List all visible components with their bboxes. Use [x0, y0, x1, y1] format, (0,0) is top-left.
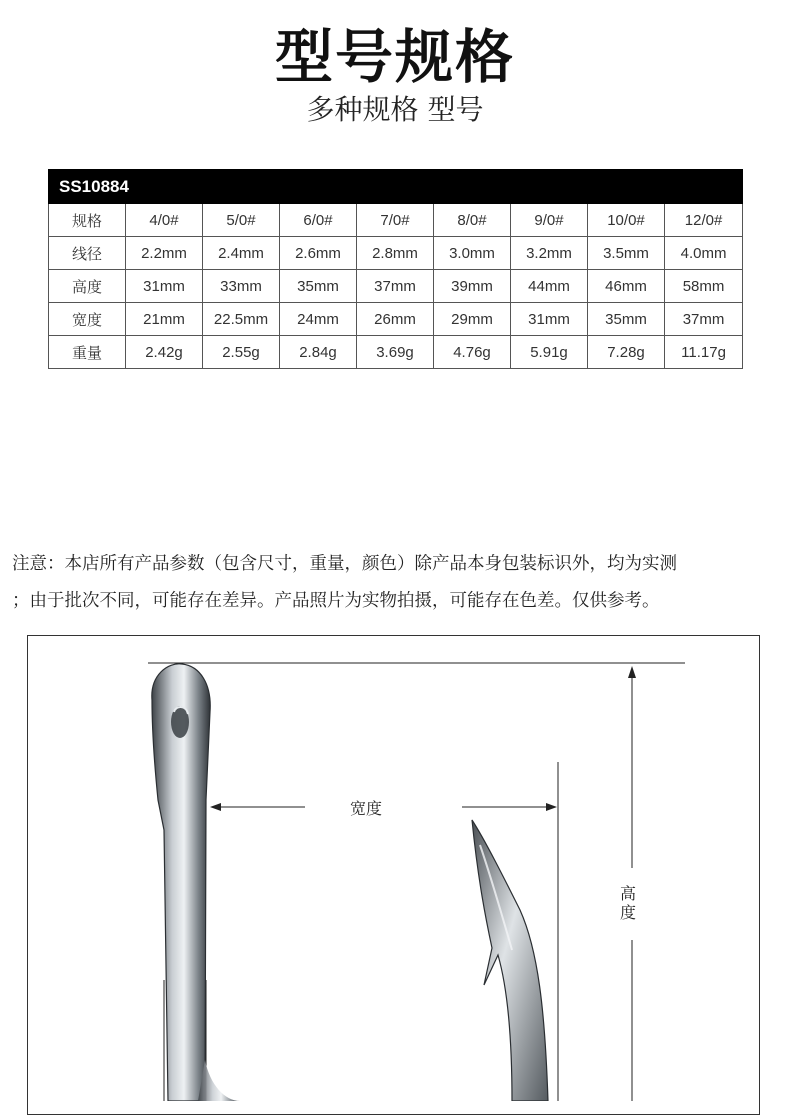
spec-cell: 10/0#	[588, 204, 665, 237]
spec-cell: 31mm	[126, 270, 203, 303]
spec-row-label: 高度	[49, 270, 126, 303]
spec-cell: 2.8mm	[357, 237, 434, 270]
page-title: 型号规格	[274, 23, 515, 91]
spec-cell: 6/0#	[280, 204, 357, 237]
spec-cell: 2.42g	[126, 336, 203, 369]
spec-cell: 11.17g	[665, 336, 743, 369]
height-arrow-head	[628, 666, 636, 678]
spec-cell: 5.91g	[511, 336, 588, 369]
spec-row-label: 规格	[49, 204, 126, 237]
notice-line-2: ；由于批次不同，可能存在差异。产品照片为实物拍摄，可能存在色差。仅供参考。	[12, 591, 660, 611]
width-arrow-right	[546, 803, 557, 811]
spec-cell: 35mm	[588, 303, 665, 336]
spec-cell: 3.5mm	[588, 237, 665, 270]
width-arrow-left	[210, 803, 221, 811]
spec-cell: 46mm	[588, 270, 665, 303]
spec-row-label: 宽度	[49, 303, 126, 336]
width-label: 宽度	[350, 796, 382, 819]
spec-cell: 33mm	[203, 270, 280, 303]
spec-cell: 37mm	[357, 270, 434, 303]
spec-cell: 58mm	[665, 270, 743, 303]
spec-cell: 31mm	[511, 303, 588, 336]
spec-row-label: 重量	[49, 336, 126, 369]
spec-cell: 5/0#	[203, 204, 280, 237]
spec-cell: 3.2mm	[511, 237, 588, 270]
spec-cell: 7/0#	[357, 204, 434, 237]
spec-cell: 24mm	[280, 303, 357, 336]
height-label-char-1: 高	[619, 884, 636, 903]
notice-line-1: 注意：本店所有产品参数（包含尺寸，重量，颜色）除产品本身包装标识外，均为实测	[12, 554, 677, 574]
page-subtitle: 多种规格 型号	[306, 93, 484, 126]
model-number-header: SS10884	[49, 170, 743, 204]
spec-cell: 4.0mm	[665, 237, 743, 270]
spec-cell: 29mm	[434, 303, 511, 336]
spec-cell: 26mm	[357, 303, 434, 336]
hook-image	[152, 664, 548, 1101]
height-label	[618, 884, 638, 922]
spec-cell: 8/0#	[434, 204, 511, 237]
spec-cell: 44mm	[511, 270, 588, 303]
spec-cell: 12/0#	[665, 204, 743, 237]
spec-row-label: 线径	[49, 237, 126, 270]
height-label-char-2: 度	[619, 903, 636, 922]
spec-cell: 4.76g	[434, 336, 511, 369]
spec-cell: 21mm	[126, 303, 203, 336]
spec-cell: 2.55g	[203, 336, 280, 369]
spec-cell: 3.69g	[357, 336, 434, 369]
spec-cell: 9/0#	[511, 204, 588, 237]
spec-cell: 39mm	[434, 270, 511, 303]
spec-cell: 4/0#	[126, 204, 203, 237]
spec-cell: 35mm	[280, 270, 357, 303]
spec-cell: 22.5mm	[203, 303, 280, 336]
spec-cell: 3.0mm	[434, 237, 511, 270]
spec-cell: 37mm	[665, 303, 743, 336]
spec-cell: 7.28g	[588, 336, 665, 369]
spec-cell: 2.4mm	[203, 237, 280, 270]
spec-cell: 2.2mm	[126, 237, 203, 270]
spec-cell: 2.84g	[280, 336, 357, 369]
spec-cell: 2.6mm	[280, 237, 357, 270]
